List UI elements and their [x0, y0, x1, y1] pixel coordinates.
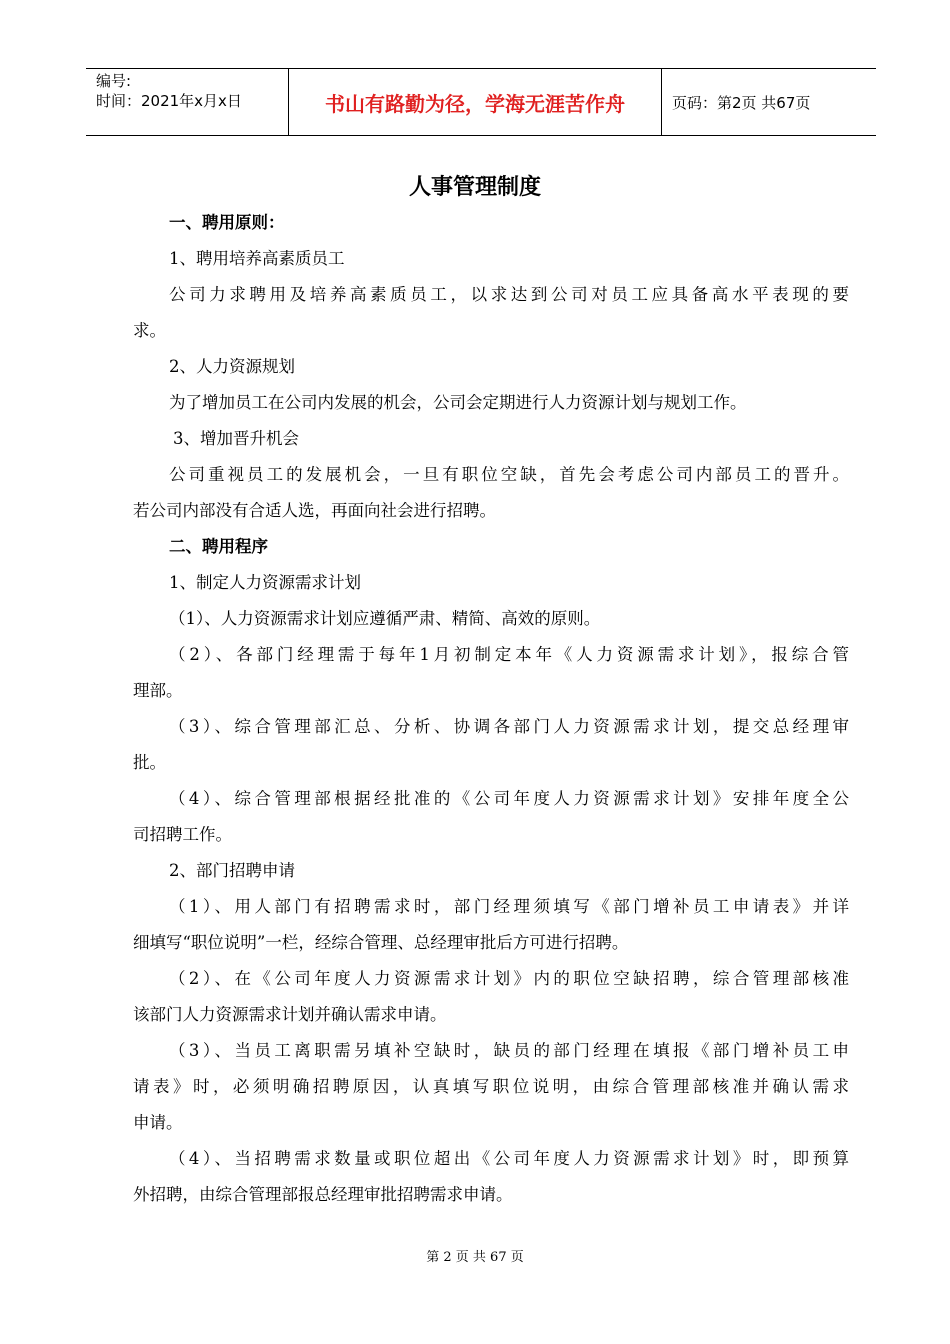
paragraph-line: （1）、用人部门有招聘需求时，部门经理须填写《部门增补员工申请表》并详: [169, 897, 849, 916]
header-page-info: 页码：第2页 共67页: [672, 93, 811, 112]
paragraph-line: （4）、综合管理部根据经批准的《公司年度人力资源需求计划》安排年度全公: [169, 789, 849, 808]
paragraph-line: （3）、当员工离职需另填补空缺时，缺员的部门经理在填报《部门增补员工申: [169, 1041, 849, 1060]
document-header: [86, 68, 876, 136]
paragraph-line: （3）、综合管理部汇总、分析、协调各部门人力资源需求计划，提交总经理审: [169, 717, 849, 736]
paragraph-line: 理部。: [133, 681, 183, 700]
subheading: 1、聘用培养高素质员工: [169, 249, 345, 268]
section-heading: 一、聘用原则：: [169, 213, 285, 232]
document-title: 人事管理制度: [408, 175, 541, 200]
header-motto: 书山有路勤为径，学海无涯苦作舟: [288, 69, 662, 135]
paragraph-line: 该部门人力资源需求计划并确认需求申请。: [133, 1005, 447, 1024]
paragraph-line: 求。: [133, 321, 166, 340]
subheading: 2、人力资源规划: [169, 357, 295, 376]
code-label: 编号:: [96, 72, 132, 90]
paragraph-line: 公司重视员工的发展机会，一旦有职位空缺，首先会考虑公司内部员工的晋升。: [169, 465, 849, 484]
page-footer: 第 2 页 共 67 页: [426, 1250, 524, 1265]
paragraph-line: 司招聘工作。: [133, 825, 232, 844]
subheading: 3、增加晋升机会: [173, 429, 299, 448]
paragraph-line: 外招聘，由综合管理部报总经理审批招聘需求申请。: [133, 1185, 513, 1204]
time-label: 时间：2021年x月x日: [96, 92, 242, 110]
paragraph-line: （2）、各部门经理需于每年1月初制定本年《人力资源需求计划》，报综合管: [169, 645, 849, 664]
paragraph-line: （4）、当招聘需求数量或职位超出《公司年度人力资源需求计划》时，即预算: [169, 1149, 849, 1168]
paragraph-line: 请表》时，必须明确招聘原因，认真填写职位说明，由综合管理部核准并确认需求: [133, 1077, 849, 1096]
document-body: [133, 205, 849, 1213]
paragraph-line: （1）、人力资源需求计划应遵循严肃、精简、高效的原则。: [169, 609, 601, 628]
paragraph-line: 细填写“职位说明”一栏，经综合管理、总经理审批后方可进行招聘。: [133, 933, 629, 952]
paragraph-line: 批。: [133, 753, 166, 772]
paragraph-line: 为了增加员工在公司内发展的机会，公司会定期进行人力资源计划与规划工作。: [169, 393, 747, 412]
paragraph-line: 申请。: [133, 1113, 183, 1132]
subheading: 1、制定人力资源需求计划: [169, 573, 361, 592]
paragraph-line: 若公司内部没有合适人选，再面向社会进行招聘。: [133, 501, 496, 520]
header-meta: [86, 69, 288, 135]
subheading: 2、部门招聘申请: [169, 861, 295, 880]
paragraph-line: 公司力求聘用及培养高素质员工，以求达到公司对员工应具备高水平表现的要: [169, 285, 849, 304]
section-heading: 二、聘用程序: [169, 537, 268, 556]
paragraph-line: （2）、在《公司年度人力资源需求计划》内的职位空缺招聘，综合管理部核准: [169, 969, 849, 988]
